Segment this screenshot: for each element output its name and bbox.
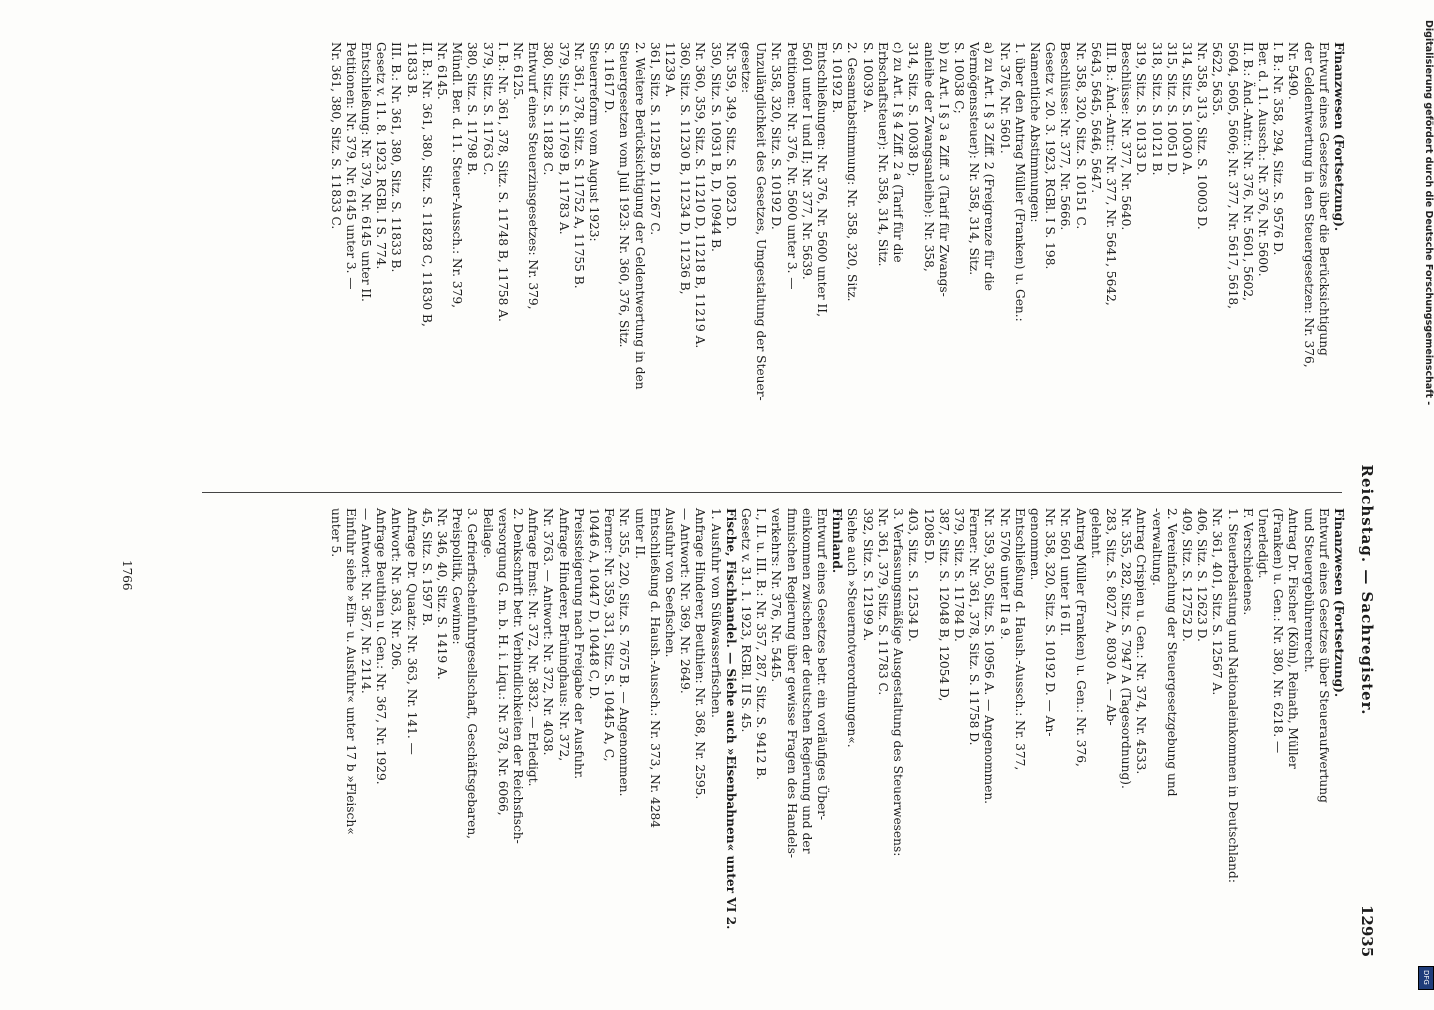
text-line: Anfrage Beuthien u. Gen.: Nr. 367, Nr. 1929. <box>374 508 389 785</box>
text-line: 5601 unter I und II; Nr. 377, Nr. 5639. <box>799 42 814 280</box>
text-line: 379, Sitz. S. 11763 C. <box>480 42 495 176</box>
text-line: Nr. 5490. <box>1286 42 1301 100</box>
text-line: 314, Sitz. S. 10038 D; <box>906 42 921 177</box>
text-line: Nr. 361, 401, Sitz. S. 12567 A. <box>1210 508 1225 696</box>
text-line: III. B.: Änd.-Antr.: Nr. 377, Nr. 5641, 5642, <box>1103 42 1118 306</box>
text-line: Siehe auch »Steuernotverordnungen«. <box>845 508 860 748</box>
text-line: Vermögenssteuer): Nr. 358, 314, Sitz. <box>967 42 982 276</box>
text-line: 1. über den Antrag Müller (Franken) u. Gen.: <box>1012 42 1027 322</box>
text-line: Nr. 358, 320, Sitz. S. 10192 D. — An- <box>1043 508 1058 737</box>
text-line: Nr. 359, 350, Sitz. S. 10956 A. — Angenommen. <box>982 508 997 805</box>
text-line: Nr. 376, Nr. 5601. <box>997 42 1012 154</box>
text-line: Nr. 6125. <box>511 42 526 100</box>
text-line: Antrag Dr. Fischer (Köln), Reinath, Müller <box>1286 508 1301 769</box>
text-line: Preissteigerung nach Freigabe der Ausfuhr. <box>571 508 586 780</box>
text-line: genommen. <box>1027 508 1042 581</box>
text-line: Finanzwesen (Fortsetzung). <box>1332 508 1346 698</box>
text-line: 1. Ausfuhr von Süßwasserfischen. <box>708 508 723 718</box>
text-line: Nr. 355, 220, Sitz. S. 7675 B. — Angenommen. <box>617 508 632 797</box>
text-line: I. B.: Nr. 361, 378, Sitz. S. 11748 B, 11758 A. <box>495 42 510 322</box>
text-line: Nr. 358, 320, Sitz. S. 10192 D. <box>769 42 784 230</box>
text-line: 11239 A. <box>663 42 678 98</box>
text-line: II. B.: Änd.-Antr.: Nr. 376, Nr. 5601, 5602, <box>1240 42 1255 301</box>
text-line: Einfuhr siehe »Ein- u. Ausfuhr« unter 17 b »Fleisch« <box>343 508 358 835</box>
text-line: S. 11617 D. <box>602 42 617 114</box>
text-line: Fische, Fischhandel. — Siehe auch »Eisenbahnen« unter VI 2. <box>723 508 738 930</box>
text-line: — Antwort: Nr. 367, Nr. 2114. <box>359 508 373 694</box>
text-line: Steuerreform vom August 1923: <box>587 42 602 242</box>
text-line: einkommen zwischen der deutschen Regierung und der <box>799 508 814 854</box>
text-line: Ferner: Nr. 361, 378, Sitz. S. 11758 D. <box>967 508 982 746</box>
text-line: Nr. 3763. — Antwort: Nr. 372, Nr. 4038. <box>541 508 556 756</box>
text-line: 5622, 5635. <box>1210 42 1225 116</box>
text-line: Entschließung: Nr. 379, Nr. 6145 unter II. <box>359 42 373 302</box>
column-divider <box>202 492 1342 493</box>
digitization-credit: Digitalisierung gefördert durch die Deutsche Forschungsgemeinschaft - <box>1423 20 1434 406</box>
text-line: 406, Sitz. S. 12623 D. <box>1195 508 1210 642</box>
text-line: Nr. 361, 379, Sitz. S. 11783 C. <box>875 508 890 696</box>
text-line: Nr. 355, 282, Sitz. S. 7947 A (Tagesordnung). <box>1119 508 1134 789</box>
text-line: Entwurf eines Gesetzes betr. ein vorläufiges Über- <box>815 508 830 821</box>
text-line: 2. Vereinfachung der Steuergesetzgebung und <box>1164 508 1179 797</box>
right-column <box>327 508 1346 968</box>
text-line: unter 5. <box>328 508 343 558</box>
text-line: Nr. 361, 380, Sitz. S. 11833 C. <box>328 42 343 230</box>
text-line: Nr. 360, 359, Sitz. S. 11210 D, 11218 B, 11219 A. <box>693 42 708 349</box>
page-number-bottom: 1766 <box>120 560 134 591</box>
text-line: 5604, 5605, 5606; Nr. 377, Nr. 5617, 5618, <box>1225 42 1240 309</box>
text-line: 283, Sitz. S. 8027 A, 8030 A. — Ab- <box>1103 508 1118 726</box>
text-line: S. 10039 A. <box>860 42 875 113</box>
text-line: Gesetz v. 31. 1. 1923, RGBl. II S. 45. <box>739 508 754 733</box>
text-line: Anfrage Dr. Quaatz: Nr. 363, Nr. 141. — <box>404 508 419 755</box>
text-line: I. B.: Nr. 358, 294, Sitz. S. 9576 D. <box>1271 42 1286 256</box>
text-line: 380, Sitz. S. 11798 B. <box>465 42 480 176</box>
text-line: F. Verschiedenes. <box>1240 508 1255 616</box>
text-line: Nr. 358, 320, Sitz. S. 10151 C. <box>1073 42 1088 230</box>
text-line: 3. Gefrierfischeinfuhrgesellschaft, Geschäftsgebaren, <box>465 508 480 840</box>
text-line: Gesetz v. 11. 8. 1923, RGBl. I S. 774. <box>374 42 389 270</box>
text-line: 392, Sitz. S. 12199 A. <box>860 508 875 642</box>
text-line: Unerledigt. <box>1255 508 1270 579</box>
text-line: Nr. 5601 unter 16 II. <box>1058 508 1073 637</box>
text-line: Nr. 5706 unter II a 9. <box>997 508 1012 640</box>
dfg-logo-text: DFG <box>1422 970 1430 985</box>
text-line: 403, Sitz. S. 12534 D. <box>906 508 921 642</box>
text-line: 380, Sitz. S. 11828 C. <box>541 42 556 176</box>
text-line: anleihe der Zwangsanleihe): Nr. 358, <box>921 42 936 272</box>
text-line: Antrag Müller (Franken) u. Gen.: Nr. 376, <box>1073 508 1088 767</box>
text-line: a) zu Art. I § 3 Ziff. 2 (Freigrenze für die <box>982 42 997 291</box>
text-line: Beilage. <box>480 508 495 559</box>
text-line: 11833 B. <box>404 42 419 98</box>
text-line: Ber. d. 11. Aussch.: Nr. 376, Nr. 5600. <box>1255 42 1270 277</box>
text-line: Entschließungen: Nr. 376, Nr. 5600 unter II, <box>815 42 830 317</box>
text-line: Entschließung d. Haush.-Aussch.: Nr. 377, <box>1012 508 1027 771</box>
text-line: versorgung G. m. b. H. i. Liqu.: Nr. 378, Nr. 6066, <box>495 508 510 816</box>
text-line: 2. Denkschrift betr. Verbindlichkeiten der Reichsfisch- <box>511 508 526 844</box>
text-line: Gesetz v. 20. 3. 1923, RGBl. I S. 198. <box>1043 42 1058 270</box>
text-line: Ausfuhr von Seefischen. <box>663 508 678 658</box>
text-line: c) zu Art. I § 4 Ziff. 2 a (Tarif für die <box>891 42 906 263</box>
text-line: Mündl. Ber. d. 11. Steuer-Aussch.: Nr. 379, <box>450 42 465 309</box>
text-line: Namentliche Abstimmungen: <box>1027 42 1042 223</box>
text-line: Steuergesetzen vom Juli 1923: Nr. 360, 376, Sitz. <box>617 42 632 348</box>
text-line: finnischen Regierung über gewisse Fragen des Handels- <box>784 508 799 859</box>
text-line: Antrag Crispien u. Gen.: Nr. 374, Nr. 4533. <box>1134 508 1149 775</box>
text-line: Finnland. <box>830 508 845 574</box>
text-line: 379, Sitz. S. 11769 B, 11783 A. <box>556 42 571 235</box>
text-line: S. 10192 B. <box>830 42 845 114</box>
text-line: Nr. 358, 313, Sitz. S. 10003 D. <box>1195 42 1210 230</box>
text-line: 10446 A, 10447 D, 10448 C, D. <box>587 508 602 700</box>
text-line: 3. Verfassungsmäßige Ausgestaltung des Steuerwesens: <box>891 508 906 857</box>
text-line: 379, Sitz. S. 11784 D. <box>951 508 966 642</box>
text-line: -verwaltung. <box>1149 508 1164 586</box>
running-header: Reichstag. — Sachregister. <box>1358 464 1376 716</box>
text-line: 2. Gesamtabstimmung: Nr. 358, 320, Sitz. <box>845 42 860 302</box>
text-line: Entschließung d. Haush.-Aussch.: Nr. 373, Nr. 4284 <box>647 508 662 828</box>
text-line: der Geldentwertung in den Steuergesetzen: Nr. 376, <box>1301 42 1316 368</box>
text-line: Entwurf eines Gesetzes über die Berücksichtigung <box>1316 42 1331 356</box>
text-line: Preispolitik, Gewinne: <box>450 508 465 645</box>
text-line: 45, Sitz. S. 1597 B. <box>419 508 434 626</box>
text-line: Antwort: Nr. 363, Nr. 206. <box>389 508 404 670</box>
text-line: Petitionen: Nr. 379, Nr. 6145 unter 3. — <box>343 42 358 290</box>
text-line: verkehrs: Nr. 376, Nr. 5445. <box>769 508 784 683</box>
text-line: Unzulänglichkeit des Gesetzes, Umgestaltung der Steuer- <box>754 42 769 401</box>
text-line: gelehnt. <box>1088 508 1103 559</box>
text-line: Petitionen: Nr. 376, Nr. 5600 unter 3. — <box>784 42 799 290</box>
text-line: 361, Sitz. S. 11258 D, 11267 C. <box>647 42 662 236</box>
text-line: 12085 D. <box>921 508 936 564</box>
text-line: 1. Steuerbelastung und Nationaleinkommen in Deutschland: <box>1225 508 1240 883</box>
text-line: 5643, 5645, 5646, 5647. <box>1088 42 1103 194</box>
text-line: Beschlüsse: Nr. 377, Nr. 5640. <box>1119 42 1134 231</box>
left-column <box>327 42 1346 482</box>
text-line: gesetze: <box>739 42 754 94</box>
text-line: 409, Sitz. S. 12752 D. <box>1179 508 1194 642</box>
text-line: II. B.: Nr. 361, 380, Sitz. S. 11828 C, 11830 B, <box>419 42 434 327</box>
text-line: — Antwort: Nr. 369, Nr. 2649. <box>678 508 693 694</box>
text-line: Beschlüsse: Nr. 377, Nr. 5666. <box>1058 42 1073 231</box>
text-line: Nr. 346, 40, Sitz. S. 1419 A. <box>435 508 450 680</box>
text-line: Nr. 359, 349, Sitz. S. 10923 D. <box>723 42 738 230</box>
dfg-logo <box>1418 966 1434 990</box>
text-line: S. 10038 C; <box>951 42 966 114</box>
text-line: Anfrage Hinderer, Brüninghaus: Nr. 372, <box>556 508 571 762</box>
text-line: III. B.: Nr. 361, 380, Sitz. S. 11833 B. <box>389 42 404 273</box>
text-line: Anfrage Hinderer, Beuthien: Nr. 368, Nr. 2595. <box>693 508 708 800</box>
text-line: 314, Sitz. S. 10030 A. <box>1179 42 1194 176</box>
text-line: unter II. <box>632 508 647 560</box>
text-line: Nr. 6145. <box>435 42 450 100</box>
text-line: 319, Sitz. S. 10133 D. <box>1134 42 1149 176</box>
text-line: 350, Sitz. S. 10931 B, D, 10944 B. <box>708 42 723 252</box>
text-line: (Franken) u. Gen.: Nr. 380, Nr. 6218. — <box>1271 508 1286 754</box>
text-line: 387, Sitz. S. 12048 B, 12054 D, <box>936 508 951 702</box>
text-line: Entwurf eines Gesetzes über Steueraufwertung <box>1316 508 1331 803</box>
text-line: I., II. u. III. B.: Nr. 357, 287, Sitz. S. 9412 B. <box>754 508 769 781</box>
text-line: Erbschaftsteuer): Nr. 358, 314, Sitz. <box>875 42 890 267</box>
text-line: 2. Weitere Berücksichtigung der Geldentwertung in den <box>632 42 647 390</box>
text-line: Anfrage Emst: Nr. 372, Nr. 3832. — Erledigt. <box>526 508 541 787</box>
text-line: 315, Sitz. S. 10051 D. <box>1164 42 1179 176</box>
text-line: b) zu Art. I § 3 a Ziff. 3 (Tarif für Zwangs- <box>936 42 951 297</box>
text-line: und Steuergebührenrecht. <box>1301 508 1316 673</box>
text-line: Nr. 361, 378, Sitz. S. 11752 A, 11755 B. <box>571 42 586 289</box>
text-line: 318, Sitz. S. 10121 B. <box>1149 42 1164 176</box>
text-line: 360, Sitz. S. 11230 B, 11234 D, 11236 B, <box>678 42 693 295</box>
text-line: Ferner: Nr. 359, 331, Sitz. S. 10445 A, C, <box>602 508 617 762</box>
text-line: Finanzwesen (Fortsetzung). <box>1332 42 1346 232</box>
text-line: Entwurf eines Steuerzinsgesetzes: Nr. 379, <box>526 42 541 310</box>
page-number-top: 12935 <box>1358 905 1376 958</box>
